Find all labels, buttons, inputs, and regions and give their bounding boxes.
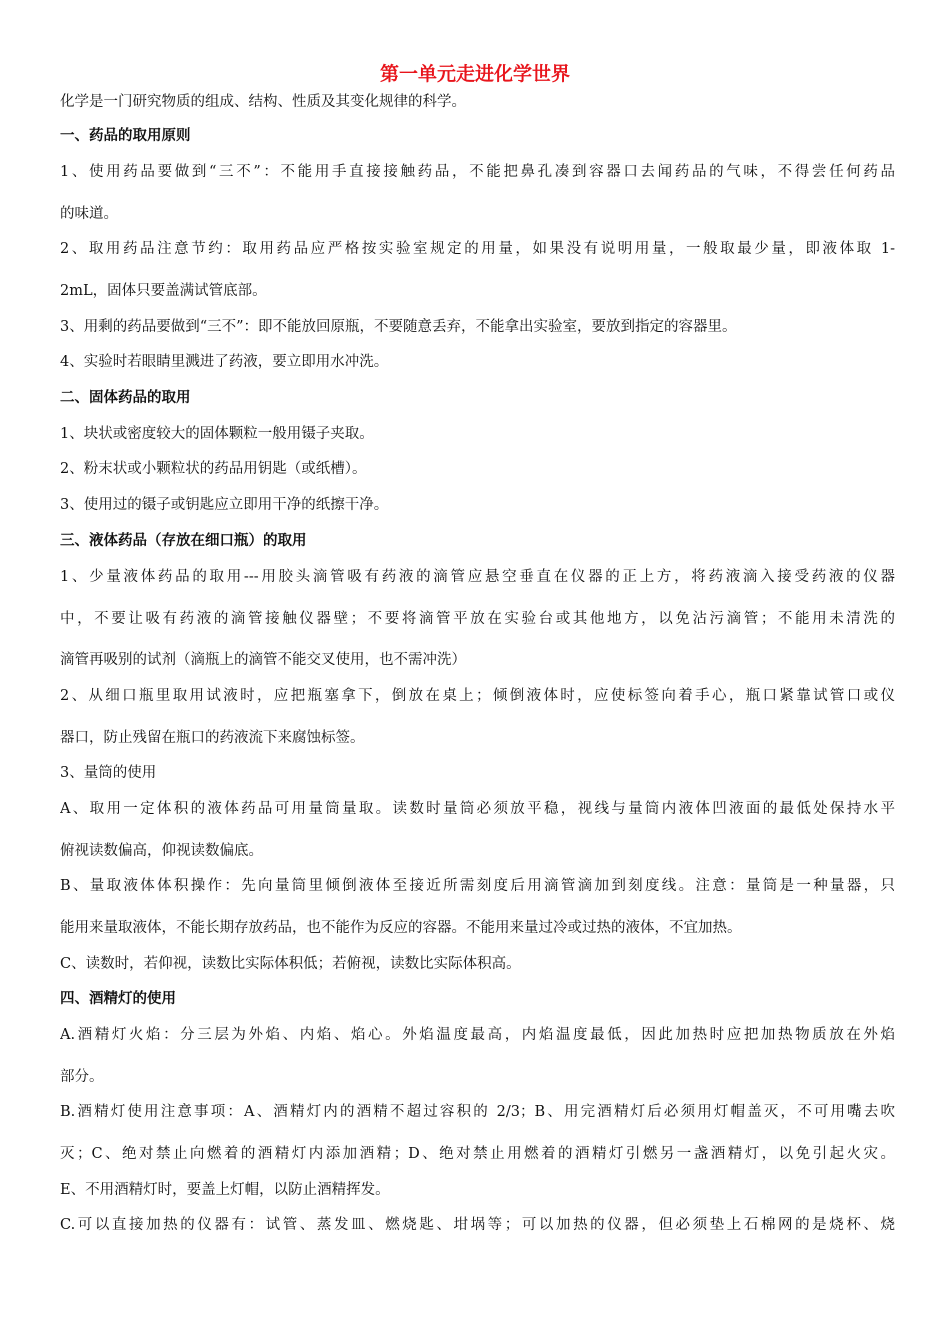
paragraph-line: B.酒精灯使用注意事项：A、酒精灯内的酒精不超过容积的 2/3；B、用完酒精灯后必须用灯帽盖灭，不可用嘴去吹 bbox=[60, 1104, 895, 1120]
intro-text: 化学是一门研究物质的组成、结构、性质及其变化规律的科学。 bbox=[60, 94, 466, 110]
paragraph-line: 2、从细口瓶里取用试液时，应把瓶塞拿下，倒放在桌上；倾倒液体时，应使标签向着手心，瓶口紧靠试管口或仪 bbox=[60, 688, 895, 704]
paragraph-line: 4、实验时若眼睛里溅进了药液，要立即用水冲洗。 bbox=[60, 354, 389, 370]
paragraph-line: A、取用一定体积的液体药品可用量筒量取。读数时量筒必须放平稳，视线与量筒内液体凹液面的最低处保持水平 bbox=[60, 801, 895, 817]
paragraph-line: 1、块状或密度较大的固体颗粒一般用镊子夹取。 bbox=[60, 426, 374, 442]
section-heading-3: 三、液体药品（存放在细口瓶）的取用 bbox=[60, 533, 307, 549]
paragraph-line: 3、用剩的药品要做到“三不”：即不能放回原瓶，不要随意丢弃，不能拿出实验室，要放到指定的容器里。 bbox=[60, 319, 737, 335]
paragraph-line: 2、粉末状或小颗粒状的药品用钥匙（或纸槽）。 bbox=[60, 461, 367, 477]
paragraph-line: 滴管再吸别的试剂（滴瓶上的滴管不能交叉使用，也不需冲洗） bbox=[60, 652, 466, 668]
paragraph-line: A.酒精灯火焰：分三层为外焰、内焰、焰心。外焰温度最高，内焰温度最低，因此加热时应把加热物质放在外焰 bbox=[60, 1027, 895, 1043]
document-title: 第一单元走进化学世界 bbox=[379, 63, 570, 85]
paragraph-line: 1、少量液体药品的取用---用胶头滴管吸有药液的滴管应悬空垂直在仪器的正上方，将药液滴入接受药液的仪器 bbox=[60, 569, 895, 585]
paragraph-line: 中，不要让吸有药液的滴管接触仪器壁；不要将滴管平放在实验台或其他地方，以免沾污滴管；不能用未清洗的 bbox=[60, 611, 895, 627]
paragraph-line: 器口，防止残留在瓶口的药液流下来腐蚀标签。 bbox=[60, 730, 365, 746]
paragraph-line: 3、使用过的镊子或钥匙应立即用干净的纸擦干净。 bbox=[60, 497, 389, 513]
paragraph-line: 部分。 bbox=[60, 1069, 104, 1085]
paragraph-line: 的味道。 bbox=[60, 206, 118, 222]
paragraph-line: 1、使用药品要做到“三不”：不能用手直接接触药品，不能把鼻孔凑到容器口去闻药品的气味，不得尝任何药品 bbox=[60, 164, 895, 180]
paragraph-line: C、读数时，若仰视，读数比实际体积低；若俯视，读数比实际体积高。 bbox=[60, 956, 521, 972]
section-heading-1: 一、药品的取用原则 bbox=[60, 128, 191, 144]
section-heading-2: 二、固体药品的取用 bbox=[60, 390, 191, 406]
paragraph-line: 2mL，固体只要盖满试管底部。 bbox=[60, 283, 267, 299]
paragraph-line: 俯视读数偏高，仰视读数偏底。 bbox=[60, 843, 263, 859]
paragraph-line: 3、量筒的使用 bbox=[60, 765, 157, 781]
paragraph-line: 灭；C、绝对禁止向燃着的酒精灯内添加酒精；D、绝对禁止用燃着的酒精灯引燃另一盏酒精灯，以免引起火灾。 bbox=[60, 1146, 895, 1162]
paragraph-line: B、量取液体体积操作：先向量筒里倾倒液体至接近所需刻度后用滴管滴加到刻度线。注意：量筒是一种量器，只 bbox=[60, 878, 895, 894]
section-heading-4: 四、酒精灯的使用 bbox=[60, 991, 176, 1007]
paragraph-line: 能用来量取液体，不能长期存放药品，也不能作为反应的容器。不能用来量过冷或过热的液体，不宜加热。 bbox=[60, 920, 742, 936]
paragraph-line: 2、取用药品注意节约：取用药品应严格按实验室规定的用量，如果没有说明用量，一般取最少量，即液体取 1- bbox=[60, 241, 895, 257]
paragraph-line: C.可以直接加热的仪器有：试管、蒸发皿、燃烧匙、坩埚等；可以加热的仪器，但必须垫上石棉网的是烧杯、烧 bbox=[60, 1217, 895, 1233]
paragraph-line: E、不用酒精灯时，要盖上灯帽，以防止酒精挥发。 bbox=[60, 1182, 390, 1198]
